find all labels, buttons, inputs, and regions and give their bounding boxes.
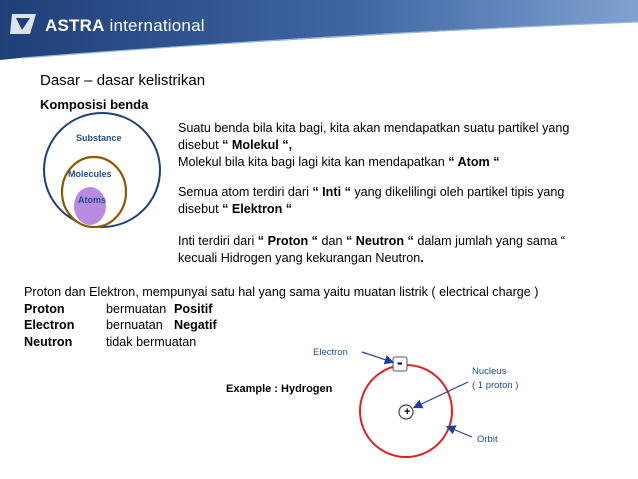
- atoms-circle: [74, 187, 106, 225]
- p3-line2: kecuali Hidrogen yang kekurangan Neutron.: [178, 251, 424, 265]
- molecules-label: Molecules: [68, 169, 112, 179]
- nucleus-label: Nucleus: [472, 366, 507, 377]
- company-logo-text: ASTRA international: [45, 16, 205, 35]
- p2-line2: disebut “ Elektron “: [178, 202, 293, 216]
- p1-line3: Molekul bila kita bagi lagi kita kan mendapatkan “ Atom “: [178, 155, 500, 169]
- p3-line1: Inti terdiri dari “ Proton “ dan “ Neutron “ dalam jumlah yang sama “: [178, 234, 566, 248]
- electron-label: Electron: [313, 347, 348, 358]
- example-label: Example : Hydrogen: [226, 383, 333, 395]
- paragraph-nucleus: [178, 233, 565, 267]
- nucleus-sign: +: [404, 406, 411, 418]
- charge-verb: bermuatan: [106, 301, 167, 316]
- substance-label: Substance: [76, 133, 122, 143]
- electron-arrow: [362, 352, 392, 362]
- p1-line1: Suatu benda bila kita bagi, kita akan mendapatkan suatu partikel yang: [178, 121, 570, 135]
- orbit-arrow: [448, 427, 472, 437]
- charge-row-proton: [24, 301, 539, 318]
- charge-section: [24, 284, 539, 350]
- particle-name: Neutron: [24, 334, 73, 349]
- atoms-label: Atoms: [78, 195, 107, 205]
- p1-line2: disebut “ Molekul “,: [178, 138, 293, 152]
- charge-intro: Proton dan Elektron, mempunyai satu hal yang sama yaitu muatan listrik ( electrical charge ): [24, 285, 539, 299]
- paragraph-molecule: [178, 120, 569, 171]
- electron-sign: -: [397, 353, 403, 372]
- particle-name: Electron: [24, 318, 75, 332]
- p2-line1: Semua atom terdiri dari “ Inti “ yang dikelilingi oleh partikel tipis yang: [178, 185, 565, 199]
- orbit-label: Orbit: [477, 434, 498, 445]
- paragraph-atom: [178, 184, 564, 218]
- charge-row-electron: [24, 317, 539, 334]
- charge-verb: tidak bermuatan: [106, 334, 197, 349]
- slide-title: Dasar – dasar kelistrikan: [40, 72, 206, 89]
- charge-value: Negatif: [174, 318, 217, 332]
- nucleus-sublabel: ( 1 proton ): [472, 380, 519, 391]
- charge-verb: bernuatan: [106, 318, 163, 332]
- particle-name: Proton: [24, 301, 65, 316]
- charge-value: Positif: [174, 301, 213, 316]
- nucleus-arrow: [415, 382, 468, 407]
- section-subtitle: Komposisi benda: [40, 97, 149, 112]
